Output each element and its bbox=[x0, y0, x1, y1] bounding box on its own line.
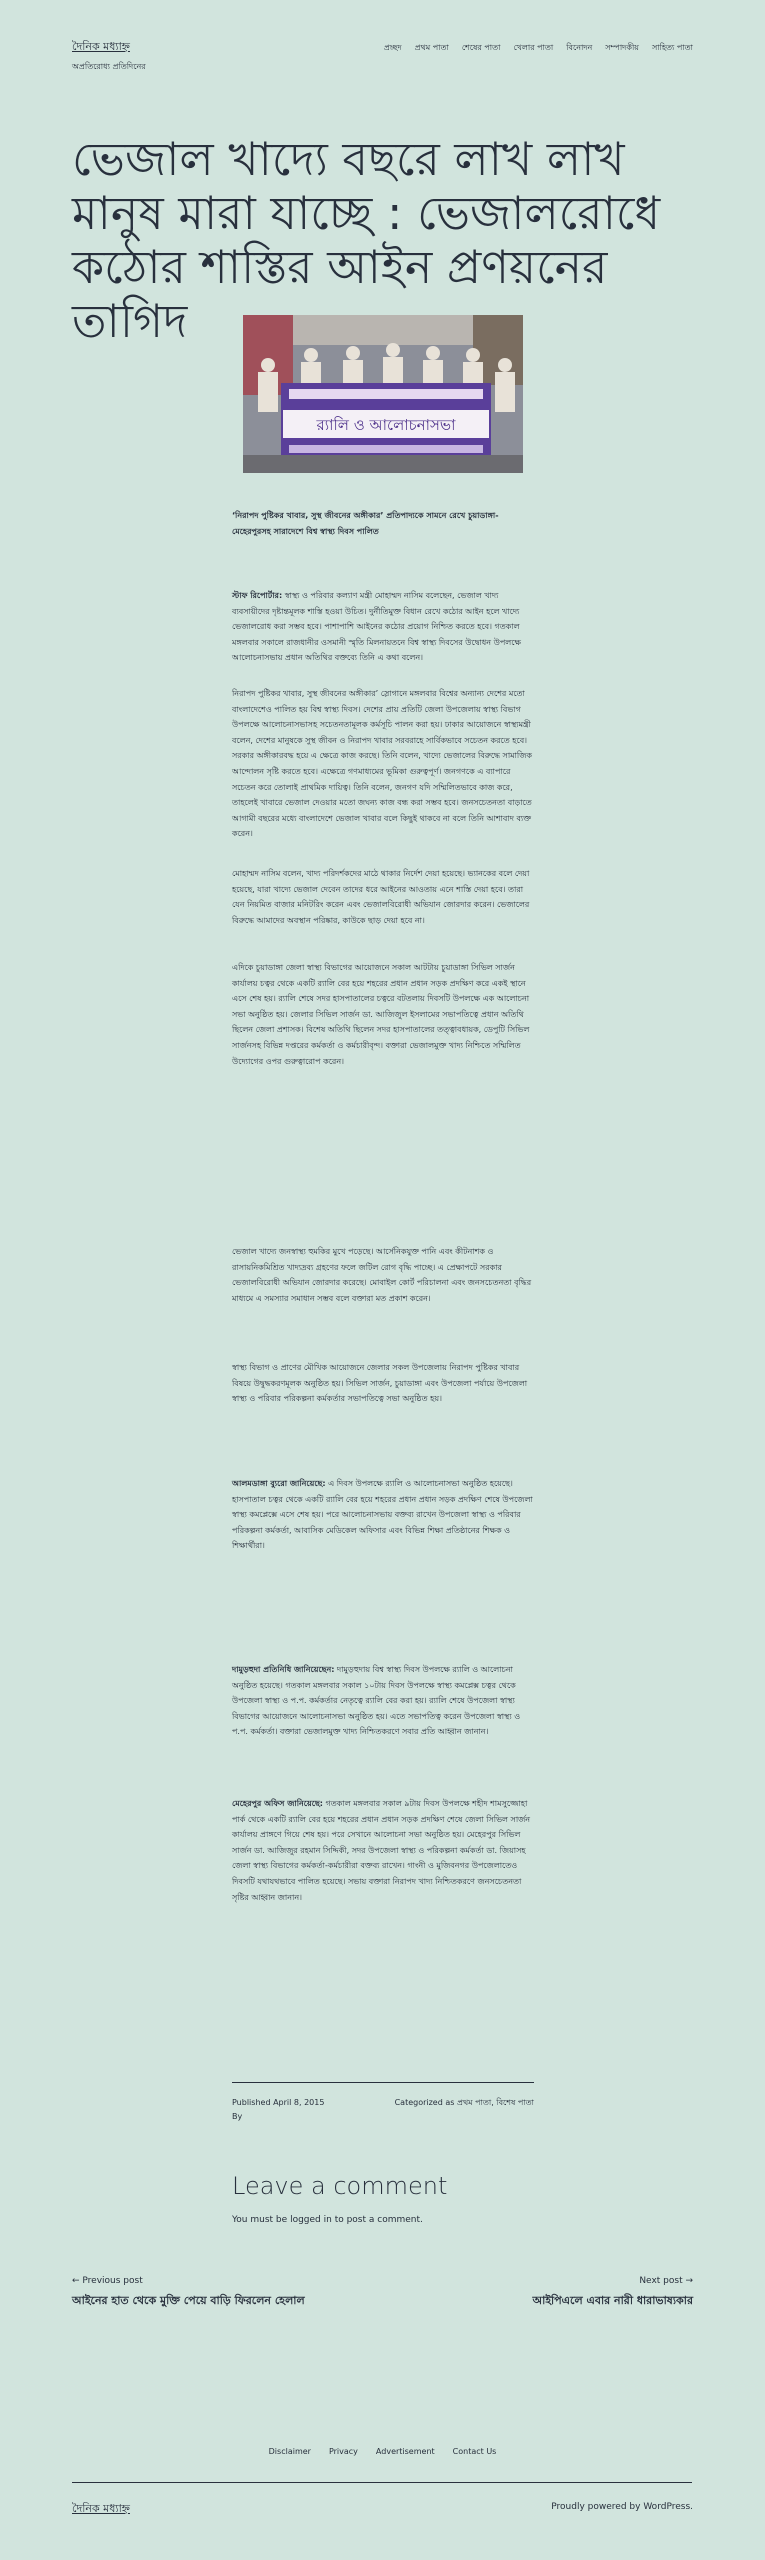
paragraph-lead: স্টাফ রিপোর্টার: bbox=[232, 591, 283, 600]
previous-post-title: আইনের হাত থেকে মুক্তি পেয়ে বাড়ি ফিরলেন হেলাল bbox=[72, 2294, 305, 2307]
powered-by bbox=[551, 2502, 693, 2512]
nav-item-literature[interactable]: সাহিত্য পাতা bbox=[651, 43, 693, 52]
nav-item-first-page[interactable]: প্রথম পাতা bbox=[414, 43, 449, 52]
article-paragraph-2 bbox=[232, 686, 534, 842]
article-paragraph-7 bbox=[232, 1476, 534, 1554]
published-date: April 8, 2015 bbox=[273, 2098, 325, 2107]
article-photo bbox=[243, 315, 523, 473]
paragraph-text: এ দিবস উপলক্ষে র‌্যালি ও আলোচনাসভা অনুষ্ঠিত হয়েছে। হাসপাতাল চত্বর থেকে একটি র‌্যালি বের হয়ে শহরের প্রধান প্রধান সড়ক প্রদক্ষিণ শেষে উপজেলা স্বাস্থ্য কমপ্লেক্সে এসে শেষ হয়। পরে আলোচনাসভায় বক্তব্য রাখেন উপজেলা স্বাস্থ্য ও পরিবার পরিকল্পনা কর্মকর্তা, আবাসিক মেডিকেল অফিসার এবং বিভিন্ন শিক্ষা প্রতিষ্ঠানের শিক্ষক ও শিক্ষার্থীরা। bbox=[232, 1479, 533, 1551]
wordpress-link[interactable]: WordPress. bbox=[643, 2502, 693, 2512]
paragraph-text: স্বাস্থ্য বিভাগ ও প্রাণের মৌখিক আয়োজনে জেলার সকল উপজেলায় নিরাপদ পুষ্টিকর খাবার বিষয়ে উদ্বুদ্ধকরণমূলক অনুষ্ঠিত হয়। সিভিল সার্জন, চুয়াডাঙ্গা এবং উপজেলা পর্যায়ে উপজেলা স্বাস্থ্য ও পরিবার পরিকল্পনা কর্মকর্তার সভাপতিত্বে সভা অনুষ্ঠিত হয়। bbox=[232, 1363, 528, 1404]
powered-prefix: Proudly powered by bbox=[551, 2502, 641, 2512]
site-title-link[interactable]: দৈনিক মধ্যাহ্ন bbox=[72, 40, 130, 53]
author-line: By bbox=[232, 2112, 243, 2121]
paragraph-text: দামুড়হুদায় বিশ্ব স্বাস্থ্য দিবস উপলক্ষে র‌্যালি ও আলোচনা অনুষ্ঠিত হয়েছে। গতকাল মঙ্গলবার সকাল ১০টায় দিবস উপলক্ষে স্বাস্থ্য কমপ্লেক্স চত্বর থেকে উপজেলা স্বাস্থ্য ও প.প. কর্মকর্তার নেতৃত্বে র‌্যালি বের করা হয়। র‌্যালি শেষে উপজেলা স্বাস্থ্য বিভাগের আয়োজনে আলোচনাসভা অনুষ্ঠিত হয়। এতে সভাপতিত্ব করেন উপজেলা স্বাস্থ্য ও প.প. কর্মকর্তা। বক্তারা ভেজালমুক্ত খাদ্য নিশ্চিতকরণে সবার প্রতি আহ্বান জানান। bbox=[232, 1665, 521, 1737]
article-paragraph-6 bbox=[232, 1360, 534, 1407]
nav-item-last-page[interactable]: শেষের পাতা bbox=[461, 43, 501, 52]
paragraph-text: স্বাস্থ্য ও পরিবার কল্যাণ মন্ত্রী মোহাম্মদ নাসিম বলেছেন, ভেজাল খাদ্য ব্যবসায়ীদের দৃষ্টান্তমূলক শাস্তি হওয়া উচিত। দুর্নীতিমুক্ত বিধান রেখে কঠোর আইন হলে খাদ্যে ভেজালরোধ করা সম্ভব হবে। পাশাপাশি আইনের কঠোর প্রয়োগ নিশ্চিত করতে হবে। গতকাল মঙ্গলবার সকালে রাজধানীর ওসমানী স্মৃতি মিলনায়তনে বিশ্ব স্বাস্থ্য দিবসের উদ্বোধন উপলক্ষে আলোচনাসভায় প্রধান অতিথির বক্তব্যে তিনি এ কথা বলেন। bbox=[232, 591, 521, 663]
previous-post-link[interactable] bbox=[72, 2276, 305, 2311]
paragraph-lead: দামুড়হুদা প্রতিনিধি জানিয়েছেন: bbox=[232, 1665, 335, 1674]
article-paragraph-8 bbox=[232, 1662, 534, 1740]
previous-post-label: ← Previous post bbox=[72, 2276, 143, 2286]
paragraph-lead: মেহেরপুর অফিস জানিয়েছে: bbox=[232, 1799, 323, 1808]
login-required-note bbox=[232, 2215, 423, 2225]
login-note-suffix: to post a comment. bbox=[334, 2215, 423, 2225]
category-link-special-page[interactable]: বিশেষ পাতা bbox=[496, 2098, 534, 2107]
footer-link-advertisement[interactable]: Advertisement bbox=[375, 2447, 435, 2456]
next-post-link[interactable] bbox=[533, 2276, 694, 2311]
category-link-first-page[interactable]: প্রথম পাতা bbox=[456, 2098, 492, 2107]
post-meta bbox=[232, 2096, 534, 2124]
site-header bbox=[72, 38, 693, 78]
next-post-title: আইপিএলে এবার নারী ধারাভাষ্যকার bbox=[532, 2294, 693, 2307]
categorized-label: Categorized as bbox=[394, 2098, 455, 2107]
nav-item-editorial[interactable]: সম্পাদকীয় bbox=[605, 43, 639, 52]
leave-comment-heading: Leave a comment bbox=[232, 2172, 448, 2200]
footer-nav bbox=[0, 2447, 765, 2456]
article-divider bbox=[232, 2082, 534, 2083]
article-caption: ‘নিরাপদ পুষ্টিকর খাবার, সুস্থ জীবনের অঙ্গীকার’ প্রতিপাদ্যকে সামনে রেখে চুয়াডাঙ্গা-মেহেরপুরসহ সারাদেশে বিশ্ব স্বাস্থ্য দিবস পালিত bbox=[232, 511, 499, 536]
footer-link-contact[interactable]: Contact Us bbox=[452, 2447, 497, 2456]
next-post-label: Next post → bbox=[639, 2276, 693, 2286]
paragraph-text: গতকাল মঙ্গলবার সকাল ৯টায় দিবস উপলক্ষে শহীদ শামসুজ্জোহা পার্ক থেকে একটি র‌্যালি বের হয়ে শহরের প্রধান প্রধান সড়ক প্রদক্ষিণ শেষে জেলা সিভিল সার্জন কার্যালয় প্রাঙ্গণে গিয়ে শেষ হয়। পরে সেখানে আলোচনা সভা অনুষ্ঠিত হয়। মেহেরপুর সিভিল সার্জন ডা. আজিজুর রহমান সিদ্দিকী, সদর উপজেলা স্বাস্থ্য ও পরিকল্পনা কর্মকর্তা ডা. জিয়াসহ জেলা স্বাস্থ্য বিভাগের কর্মকর্তা-কর্মচারীরা বক্তব্য রাখেন। গাংনী ও মুজিবনগর উপজেলাতেও দিবসটি যথাযথভাবে পালিত হয়েছে। সভায় বক্তারা নিরাপদ খাদ্য নিশ্চিতকরণে জনসচেতনতা সৃষ্টির আহ্বান জানান। bbox=[232, 1799, 531, 1902]
primary-nav bbox=[384, 42, 693, 55]
footer-link-disclaimer[interactable]: Disclaimer bbox=[268, 2447, 311, 2456]
article-paragraph-4 bbox=[232, 960, 534, 1069]
paragraph-text: নিরাপদ পুষ্টিকর খাবার, সুস্থ জীবনের অঙ্গীকার’ স্লোগানে মঙ্গলবার বিশ্বের অন্যান্য দেশের মতো বাংলাদেশেও পালিত হয় বিশ্ব স্বাস্থ্য দিবস। দেশের প্রায় প্রতিটি জেলা উপজেলায় স্বাস্থ্য বিভাগ উপলক্ষে আলোচনাসভাসহ সচেতনতামূলক কর্মসূচি পালন করা হয়। ঢাকার আয়োজনে স্বাস্থ্যমন্ত্রী বলেন, দেশের মানুষকে সুস্থ জীবন ও নিরাপদ খাবার সরবরাহে সার্বিকভাবে সচেতন করতে হবে। সরকার অঙ্গীকারবদ্ধ হয়ে এ ক্ষেত্রে কাজ করছে। তিনি বলেন, খাদ্যে ভেজালের বিরুদ্ধে সামাজিক আন্দোলন সৃষ্টি করতে হবে। এক্ষেত্রে গণমাধ্যমের ভূমিকা গুরুত্বপূর্ণ। জনগণকে এ ব্যাপারে সচেতন করে তোলাই প্রাথমিক দায়িত্ব। তিনি বলেন, জনগণ যদি সম্মিলিতভাবে কাজ করে, তাহলেই খাবারে ভেজাল দেওয়ার মতো জঘন্য কাজ বন্ধ করা সম্ভব হবে। জনসচেতনতা বাড়াতে আগামী বছরের মধ্যে বাংলাদেশে ভেজাল খাবার বলে কিছুই থাকবে না বলে তিনি আশাবাদ ব্যক্ত করেন। bbox=[232, 689, 532, 839]
nav-item-sports[interactable]: খেলার পাতা bbox=[513, 43, 554, 52]
paragraph-text: ভেজাল খাদ্যে জনস্বাস্থ্য হুমকির মুখে পড়েছে। আর্সেনিকযুক্ত পানি এবং কীটনাশক ও রাসায়নিকমিশ্রিত খাদ্যদ্রব্য গ্রহণের ফলে জটিল রোগ বৃদ্ধি পাচ্ছে। এ প্রেক্ষাপটে সরকার ভেজালবিরোধী অভিযান জোরদার করেছে। মোবাইল কোর্ট পরিচালনা এবং জনসচেতনতা বৃদ্ধির মাধ্যমে এ সমস্যার সমাধান সম্ভব বলে বক্তারা মত প্রকাশ করেন। bbox=[232, 1247, 532, 1303]
article-paragraph-5 bbox=[232, 1244, 534, 1306]
paragraph-text: এদিকে চুয়াডাঙ্গা জেলা স্বাস্থ্য বিভাগের আয়োজনে সকাল আটটায় চুয়াডাঙ্গা সিভিল সার্জন কার্যালয় চত্বর থেকে একটি র‌্যালি বের হয়ে শহরের প্রধান প্রধান সড়ক প্রদক্ষিণ করে একই স্থানে এসে শেষ হয়। র‌্যালি শেষে সদর হাসপাতালের চত্বরে বটতলায় দিবসটি উপলক্ষে এক আলোচনা সভা অনুষ্ঠিত হয়। জেলার সিভিল সার্জন ডা. আজিজুল ইসলামের সভাপতিত্বে প্রধান অতিথি ছিলেন জেলা প্রশাসক। বিশেষ অতিথি ছিলেন সদর হাসপাতালের তত্ত্বাবধায়ক, ডেপুটি সিভিল সার্জনসহ বিভিন্ন দপ্তরের কর্মকর্তা ও কর্মচারীবৃন্দ। বক্তারা ভেজালমুক্ত খাদ্য নিশ্চিতে সম্মিলিত উদ্যোগের ওপর গুরুত্বারোপ করেন। bbox=[232, 963, 530, 1066]
published-label: Published bbox=[232, 2098, 271, 2107]
photo-banner-text: র‌্যালি ও আলোচনাসভা bbox=[316, 416, 456, 434]
login-note-prefix: You must be bbox=[232, 2215, 288, 2225]
nav-item-home[interactable]: প্রচ্ছদ bbox=[383, 43, 402, 52]
footer-divider bbox=[72, 2482, 692, 2483]
login-link[interactable]: logged in bbox=[290, 2215, 332, 2225]
paragraph-text: মোহাম্মদ নাসিম বলেন, খাদ্য পরিদর্শকদের মাঠে থাকার নির্দেশ দেয়া হয়েছে। ভ্যানকের বলে দেয়া হয়েছে, যারা খাদ্যে ভেজাল দেবেন তাদের ধরে আইনের আওতায় এনে শাস্তি দেয়া হবে। তারা যেন নিয়মিত বাজার মনিটরিং করেন এবং ভেজালবিরোধী অভিযান জোরদার করেন। ভেজালের বিরুদ্ধে আমাদের অবস্থান পরিষ্কার, কাউকে ছাড় দেয়া হবে না। bbox=[232, 869, 530, 925]
footer-site-title[interactable]: দৈনিক মধ্যাহ্ন bbox=[72, 2502, 130, 2515]
article-paragraph-1 bbox=[232, 588, 534, 666]
article-paragraph-3 bbox=[232, 866, 534, 928]
nav-item-entertainment[interactable]: বিনোদন bbox=[566, 43, 593, 52]
site-description: অপ্রতিরোধ্য প্রতিদিনের bbox=[72, 62, 146, 71]
categories-line: Categorized as প্রথম পাতা, বিশেষ পাতা bbox=[394, 2098, 534, 2107]
rally-photo-image bbox=[243, 315, 523, 473]
footer-link-privacy[interactable]: Privacy bbox=[328, 2447, 358, 2456]
paragraph-lead: আলমডাঙ্গা ব্যুরো জানিয়েছে: bbox=[232, 1479, 326, 1488]
article-paragraph-9 bbox=[232, 1796, 534, 1905]
article-title: ভেজাল খাদ্যে বছরে লাখ লাখ মানুষ মারা যাচ্ছে : ভেজালরোধে কঠোর শাস্তির আইন প্রণয়নের তাগিদ bbox=[72, 132, 661, 348]
